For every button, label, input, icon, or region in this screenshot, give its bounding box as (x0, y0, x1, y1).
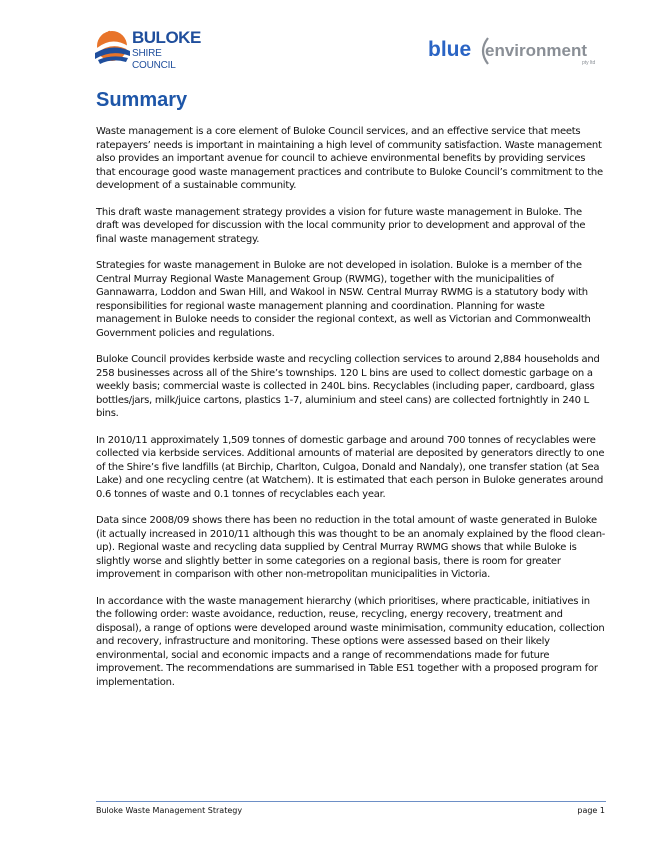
blue-environment-word-blue: blue (428, 38, 472, 61)
footer-divider (96, 801, 606, 802)
summary-body (96, 125, 606, 702)
buloke-shire-council-logo (92, 26, 201, 72)
blue-environment-word-environment: environment (485, 41, 588, 60)
footer-page-number: page 1 (577, 806, 605, 815)
paragraph: Data since 2008/09 shows there has been no reduction in the total amount of waste generated in Buloke (it actually increased in 2010/11 although this was thought to be an anomaly explained by the flood clean-up). Regional waste and recycling data supplied by Central Murray RWMG shows that while Buloke is slightly worse and slightly better in some categories on a regional basis, there is room for greater improvement in comparison with other non-metropolitan municipalities in Victoria. (96, 515, 606, 580)
page-title: Summary (96, 89, 188, 111)
paragraph: In 2010/11 approximately 1,509 tonnes of domestic garbage and around 700 tonnes of recyclables were collected via kerbside services. Additional amounts of material are deposited by generators directly to one of the Shire’s five landfills (at Birchip, Charlton, Culgoa, Donald and Nandaly), one transfer station (at Sea Lake) and one recycling centre (at Watchem). It is estimated that each person in Buloke generates around 0.6 tonnes of waste and 0.1 tonnes of recyclables each year. (96, 434, 605, 500)
paragraph: In accordance with the waste management hierarchy (which prioritises, where practicable, initiatives in the following order: waste avoidance, reduction, reuse, recycling, energy recovery, treatment and disposal), a range of options were developed around waste minimisation, community education, collection and recovery, infrastructure and monitoring. These options were assessed based on their likely environmental, social and economic impacts and a range of recommendations made for future improvement. The recommendations are summarised in Table ES1 together with a proposed program for implementation. (96, 595, 605, 688)
paragraph: This draft waste management strategy provides a vision for future waste management in Buloke. The draft was developed for discussion with the local community prior to development and approval of the final waste management strategy. (96, 206, 586, 245)
paragraph: Buloke Council provides kerbside waste and recycling collection services to around 2,884 households and 258 businesses across all of the Shire’s townships. 120 L bins are used to collect domestic garbage on a weekly basis; commercial waste is collected in 240L bins. Recyclables (including paper, cardboard, glass bottles/jars, milk/juice cartons, plastics 1-7, aluminium and steel cans) are collected fortnightly in 240 L bins. (96, 354, 600, 419)
buloke-logo-subtitle: SHIRE COUNCIL (132, 48, 176, 71)
paragraph: Strategies for waste management in Buloke are not developed in isolation. Buloke is a member of the Central Murray Regional Waste Management Group (RWMG), together with the municipalities of Gannawarra, Loddon and Swan Hill, and Wakool in NSW. Central Murray RWMG is a statutory body with responsibilities for regional waste management planning and coordination. Planning for waste management in Buloke needs to consider the regional context, as well as Victorian and Commonwealth Government policies and regulations. (96, 260, 591, 339)
buloke-sun-wheat-icon (92, 26, 132, 66)
paragraph: Waste management is a core element of Buloke Council services, and an effective service that meets ratepayers’ needs is important in maintaining a high level of community satisfaction. Waste management also provides an important avenue for council to achieve environmental benefits by providing services that encourage good waste management practices and contribute to Buloke Council’s commitment to the development of a sustainable community. (96, 126, 603, 191)
buloke-logo-title: BULOKE (132, 28, 201, 47)
footer-document-title: Buloke Waste Management Strategy (96, 806, 243, 815)
blue-environment-suffix: pty ltd (582, 60, 596, 66)
blue-environment-logo (428, 36, 608, 72)
